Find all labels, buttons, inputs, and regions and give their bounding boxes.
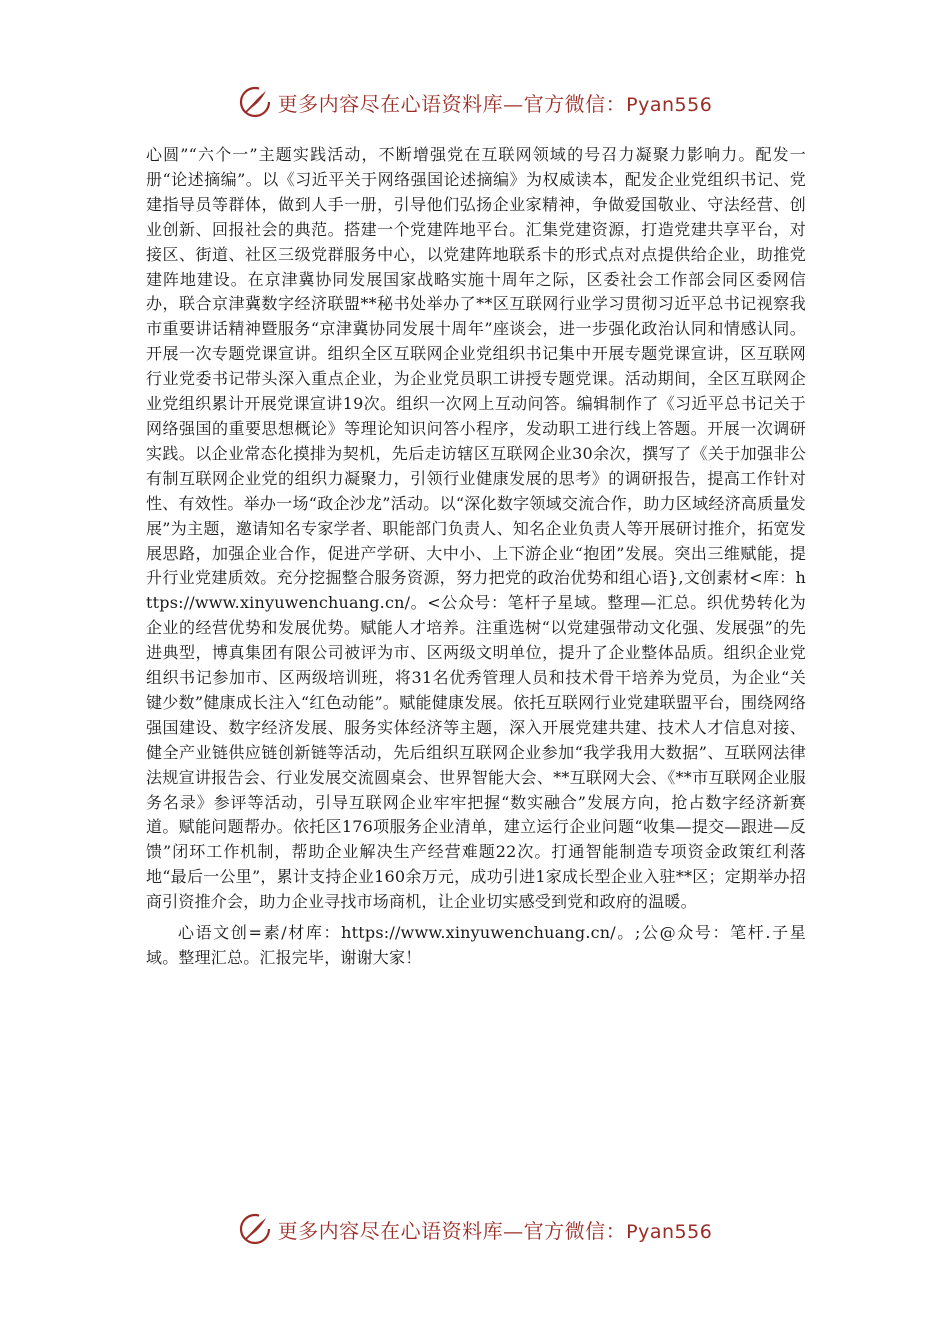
banner-main-text: 更多内容尽在心语资料库—官方微信： — [277, 1218, 627, 1243]
closing-paragraph: 心语文创=素/材库：https://www.xinyuwenchuang.cn/。;公@众号：笔杆.子星域。整理汇总。汇报完毕，谢谢大家！ — [146, 923, 806, 967]
banner-wechat-handle: Pyan556 — [626, 1220, 713, 1243]
banner-wechat-handle: Pyan556 — [626, 93, 713, 116]
banner-label — [278, 1215, 713, 1244]
body-paragraph: 心圆”“六个一”主题实践活动，不断增强党在互联网领域的号召力凝聚力影响力。配发一册“论述摘编”。以《习近平关于网络强国论述摘编》为权威读本，配发企业党组织书记、党建指导员等群体，做到人手一册，引导他们弘扬企业家精神，争做爱国敬业、守法经营、创业创新、回报社会的典范。搭建一个党建阵地平台。汇集党建资源，打造党建共享平台，对接区、街道、社区三级党群服务中心，以党建阵地联系卡的形式点对点提供给企业，助推党建阵地建设。在京津冀协同发展国家战略实施十周年之际，区委社会工作部会同区委网信办，联合京津冀数字经济联盟**秘书处举办了**区互联网行业学习贯彻习近平总书记视察我市重要讲话精神暨服务“京津冀协同发展十周年”座谈会，进一步强化政治认同和情感认同。开展一次专题党课宣讲。组织全区互联网企业党组织书记集中开展专题党课宣讲，区互联网行业党委书记带头深入重点企业，为企业党员职工讲授专题党课。活动期间，全区互联网企业党组织累计开展党课宣讲19次。组织一次网上互动问答。编辑制作了《习近平总书记关于网络强国的重要思想概论》等理论知识问答小程序，发动职工进行线上答题。开展一次调研实践。以企业常态化摸排为契机，先后走访辖区互联网企业30余次，撰写了《关于加强非公有制互联网企业党的组织力凝聚力，引领行业健康发展的思考》的调研报告，提高工作针对性、有效性。举办一场“政企沙龙”活动。以“深化数字领域交流合作，助力区域经济高质量发展”为主题，邀请知名专家学者、职能部门负责人、知名企业负责人等开展研讨推介，拓宽发展思路，加强企业合作，促进产学研、大中小、上下游企业“抱团”发展。突出三维赋能，提升行业党建质效。充分挖掘整合服务资源，努力把党的政治优势和组心语},文创素材<库：https://www.xinyuwenchuang.cn/。<公众号：笔杆子星域。整理—汇总。织优势转化为企业的经营优势和发展优势。赋能人才培养。注重选树“以党建强带动文化强、发展强”的先进典型，博真集团有限公司被评为市、区两级文明单位，提升了企业整体品质。组织企业党组织书记参加市、区两级培训班，将31名优秀管理人员和技术骨干培养为党员，为企业“关键少数”健康成长注入“红色动能”。赋能健康发展。依托互联网行业党建联盟平台，围绕网络强国建设、数字经济发展、服务实体经济等主题，深入开展党建共建、技术人才信息对接、健全产业链供应链创新链等活动，先后组织互联网企业参加“我学我用大数据”、互联网法律法规宣讲报告会、行业发展交流圆桌会、世界智能大会、**互联网大会、《**市互联网企业服务名录》参评等活动，引导互联网企业牢牢把握“数实融合”发展方向，抢占数字经济新赛道。赋能问题帮办。依托区176项服务企业清单，建立运行企业问题“收集—提交—跟进—反馈”闭环工作机制，帮助企业解决生产经营难题22次。打通智能制造专项资金政策红利落地“最后一公里”，累计支持企业160余万元，成功引进1家成长型企业入驻**区；定期举办招商引资推介会，助力企业寻找市场商机，让企业切实感受到党和政府的温暖。 — [146, 145, 806, 912]
header-watermark-banner — [0, 82, 950, 122]
feather-quill-circle-icon — [238, 1212, 272, 1246]
feather-quill-circle-icon — [238, 85, 272, 119]
banner-main-text: 更多内容尽在心语资料库—官方微信： — [277, 91, 627, 116]
banner-label — [278, 88, 713, 117]
footer-watermark-banner — [0, 1209, 950, 1249]
document-body — [146, 143, 806, 971]
